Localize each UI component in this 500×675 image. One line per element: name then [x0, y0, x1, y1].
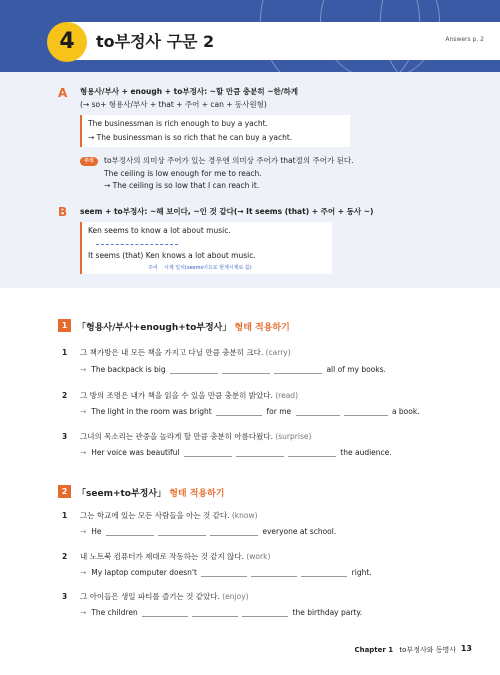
blank-field[interactable]	[170, 365, 218, 374]
answer-suffix: right.	[351, 568, 372, 577]
question-1-2	[62, 390, 298, 401]
answer-middle: for me	[266, 407, 292, 416]
arrow-icon: →	[80, 365, 87, 374]
exercise-2-heading	[77, 486, 225, 499]
unit-number-badge: 4	[47, 22, 87, 62]
section-b-rule: seem + to부정사: ~해 보이다, ~인 것 같다(→ It seems (that) + 주어 + 동사 ~)	[80, 207, 374, 216]
section-a-rule: 형용사/부사 + enough + to부정사: ~할 만큼 충분히 ~한/하게	[80, 87, 299, 96]
example-b-2: It seems (that) Ken knows a lot about music.	[88, 251, 256, 260]
blank-field[interactable]	[236, 448, 284, 457]
exercise-1-heading-accent: 형태 적용하기	[234, 323, 290, 333]
annotation-tense: 시제 일치(seems이므로 현재시제로 씀)	[164, 265, 252, 271]
blank-field[interactable]	[274, 365, 322, 374]
footer-chapter	[354, 645, 456, 655]
question-korean: 그는 학교에 있는 모든 사람들을 아는 것 같다.	[80, 511, 230, 520]
caution-example-2: → The ceiling is so low that I can reach it.	[104, 181, 260, 190]
answer-suffix: all of my books.	[326, 365, 386, 374]
answer-line-2-2	[80, 568, 372, 577]
exercise-2-heading-main: 「seem+to부정사」	[77, 489, 167, 499]
caution-text: to부정사의 의미상 주어가 있는 경우엔 의미상 주어가 that절의 주어가 된다.	[104, 156, 354, 165]
arrow-icon: →	[80, 527, 87, 536]
question-hint: (know)	[231, 511, 258, 520]
answer-prefix: The light in the room was bright	[91, 407, 212, 416]
exercise-1-heading-main: 「형용사/부사+enough+to부정사」	[77, 323, 232, 333]
blank-field[interactable]	[288, 448, 336, 457]
answer-prefix: My laptop computer doesn't	[91, 568, 197, 577]
question-1-3	[62, 431, 311, 442]
question-number: 3	[62, 592, 68, 601]
blank-field[interactable]	[216, 407, 262, 416]
blank-field[interactable]	[251, 568, 297, 577]
page-number: 13	[460, 644, 472, 653]
blank-field[interactable]	[201, 568, 247, 577]
blank-field[interactable]	[192, 608, 238, 617]
answer-prefix: Her voice was beautiful	[91, 448, 180, 457]
question-korean: 그 책가방은 내 모든 책을 가지고 다닐 만큼 충분히 크다.	[80, 348, 264, 357]
exercise-2-number: 2	[58, 485, 71, 498]
answer-suffix: everyone at school.	[262, 527, 337, 536]
caution-example-1: The ceiling is low enough for me to reach.	[104, 169, 262, 178]
question-number: 2	[62, 391, 68, 400]
answer-suffix: a book.	[391, 407, 420, 416]
answer-prefix: The children	[91, 608, 138, 617]
question-korean: 그녀의 목소리는 관중을 놀라게 할 만큼 충분히 아름다웠다.	[80, 432, 273, 441]
answer-prefix: The backpack is big	[91, 365, 166, 374]
answer-prefix: He	[91, 527, 102, 536]
arrow-icon: →	[80, 568, 87, 577]
example-b-1: Ken seems to know a lot about music.	[88, 226, 231, 235]
question-korean: 그 방의 조명은 내가 책을 읽을 수 있을 만큼 충분히 밝았다.	[80, 391, 273, 400]
answer-line-1-1	[80, 365, 386, 374]
section-b-letter: B	[58, 205, 68, 219]
blank-field[interactable]	[222, 365, 270, 374]
question-2-1	[62, 510, 258, 521]
footer-topic: to부정사와 동명사	[399, 646, 456, 654]
answers-reference: Answers p. 2	[445, 36, 484, 43]
blank-field[interactable]	[210, 527, 258, 536]
section-a-letter: A	[58, 86, 68, 100]
question-number: 2	[62, 552, 68, 561]
blank-field[interactable]	[242, 608, 288, 617]
example-a-2: → The businessman is so rich that he can buy a yacht.	[88, 133, 293, 142]
arrow-icon: →	[80, 448, 87, 457]
blank-field[interactable]	[106, 527, 154, 536]
answer-line-2-3	[80, 608, 362, 617]
blank-field[interactable]	[142, 608, 188, 617]
exercise-2-heading-accent: 형태 적용하기	[169, 489, 225, 499]
blank-field[interactable]	[296, 407, 340, 416]
question-number: 3	[62, 432, 68, 441]
annotation-subject: 주어	[148, 265, 158, 271]
question-korean: 그 아이들은 생일 파티를 즐기는 것 같았다.	[80, 592, 220, 601]
question-number: 1	[62, 511, 68, 520]
question-hint: (carry)	[265, 348, 291, 357]
arrow-icon: →	[80, 608, 87, 617]
question-1-1	[62, 347, 291, 358]
answer-suffix: the birthday party.	[292, 608, 363, 617]
blank-field[interactable]	[158, 527, 206, 536]
question-korean: 내 노트북 컴퓨터가 제대로 작동하는 것 같지 않다.	[80, 552, 244, 561]
question-2-2	[62, 551, 270, 562]
exercise-1-heading	[77, 320, 290, 333]
example-a-1: The businessman is rich enough to buy a yacht.	[88, 119, 268, 128]
question-hint: (work)	[246, 552, 271, 561]
caution-badge: 주의	[80, 157, 98, 166]
question-hint: (read)	[275, 391, 298, 400]
footer-chapter-label: Chapter 1	[354, 646, 394, 654]
question-hint: (enjoy)	[222, 592, 249, 601]
answer-suffix: the audience.	[340, 448, 392, 457]
question-hint: (surprise)	[275, 432, 312, 441]
blank-field[interactable]	[344, 407, 388, 416]
answer-line-2-1	[80, 527, 336, 536]
section-a-rule-alt: (→ so+ 형용사/부사 + that + 주어 + can + 동사원형)	[80, 100, 267, 109]
arrow-icon: →	[80, 407, 87, 416]
blank-field[interactable]	[301, 568, 347, 577]
question-number: 1	[62, 348, 68, 357]
question-2-3	[62, 591, 249, 602]
exercise-1-number: 1	[58, 319, 71, 332]
blank-field[interactable]	[184, 448, 232, 457]
answer-line-1-2	[80, 407, 420, 416]
dotted-connector	[96, 244, 178, 245]
answer-line-1-3	[80, 448, 392, 457]
page-title: to부정사 구문 2	[96, 32, 215, 51]
